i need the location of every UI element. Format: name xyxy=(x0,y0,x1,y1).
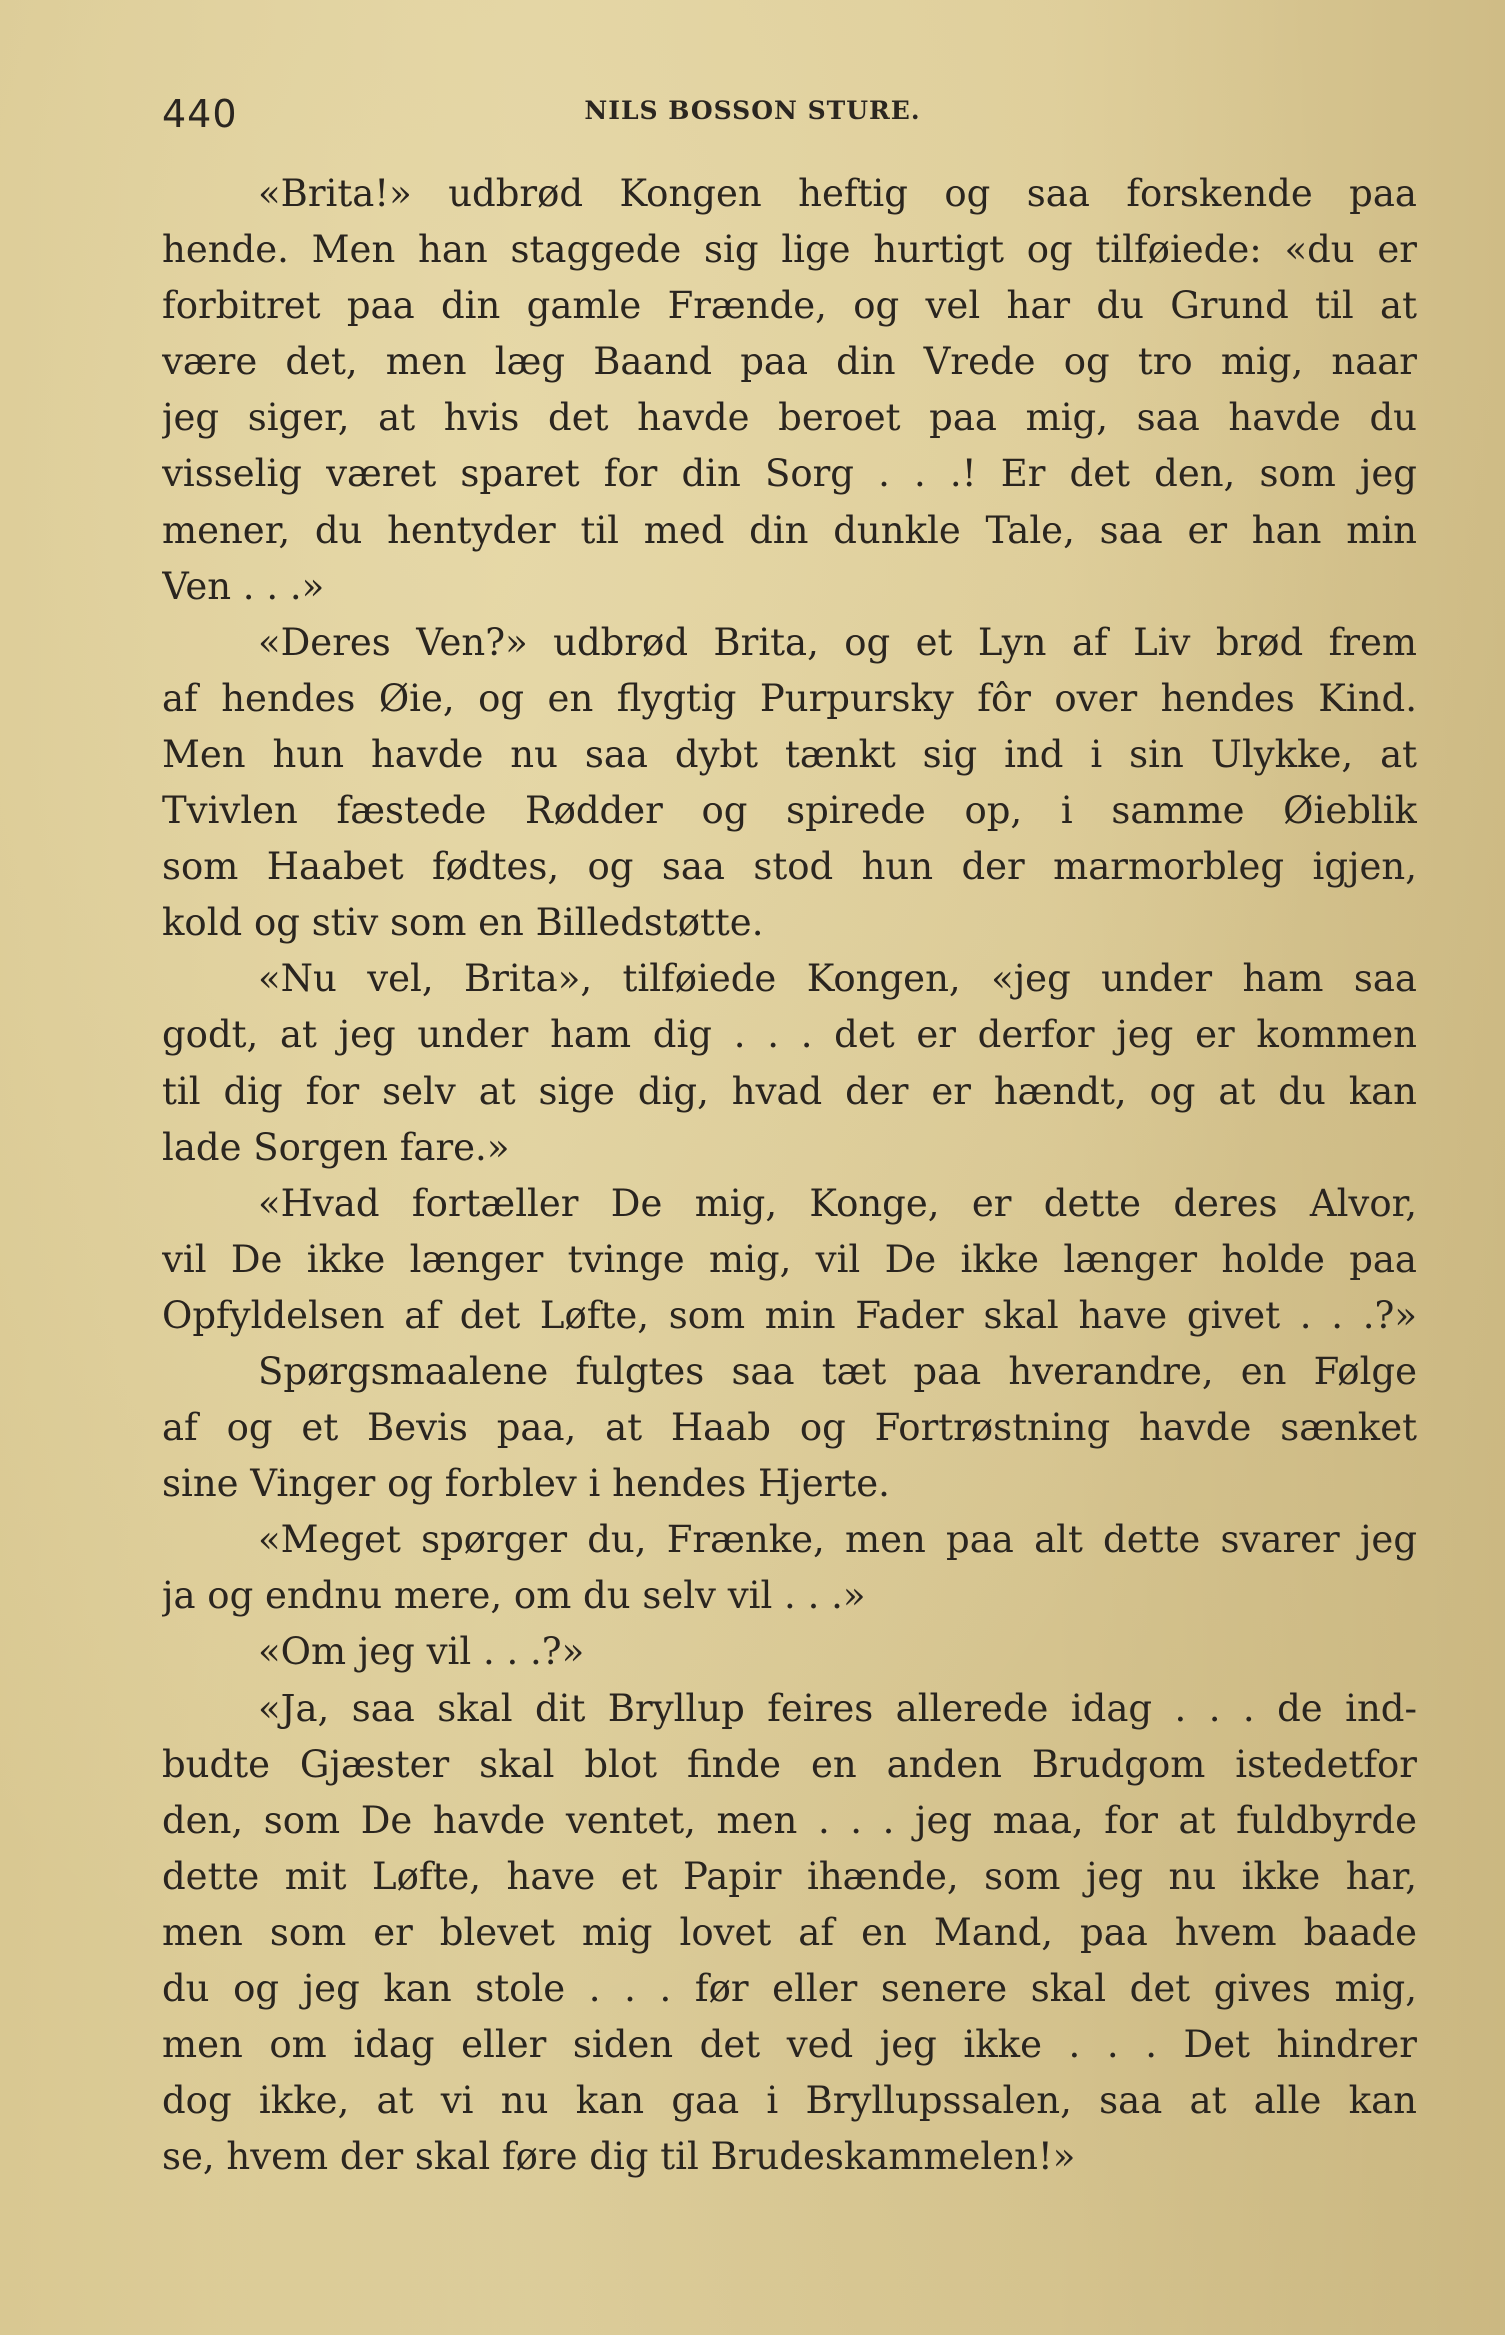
page-number: 440 xyxy=(162,92,238,136)
text-line: men som er blevet mig lovet af en Mand, paa hvem baade xyxy=(162,1910,1417,1954)
text-line: du og jeg kan stole . . . før eller senere skal det gives mig, xyxy=(162,1967,1417,2010)
text-line: «Om jeg vil . . .?» xyxy=(258,1630,585,1674)
text-line: af og et Bevis paa, at Haab og Fortrøstning havde sænket xyxy=(162,1406,1417,1450)
text-line: være det, men læg Baand paa din Vrede og tro mig, naar xyxy=(162,340,1417,384)
body-text xyxy=(162,166,1417,2185)
text-line: hende. Men han staggede sig lige hurtigt og tilføiede: «du er xyxy=(162,228,1417,272)
text-line: «Meget spørger du, Frænke, men paa alt dette svarer jeg xyxy=(258,1518,1417,1562)
text-line: mener, du hentyder til med din dunkle Tale, saa er han min xyxy=(162,508,1417,552)
text-line: sine Vinger og forblev i hendes Hjerte. xyxy=(162,1462,890,1506)
text-line: «Deres Ven?» udbrød Brita, og et Lyn af Liv brød frem xyxy=(258,620,1417,664)
text-line: den, som De havde ventet, men . . . jeg maa, for at fuldbyrde xyxy=(162,1798,1417,1842)
text-line: men om idag eller siden det ved jeg ikke . . . Det hindrer xyxy=(162,2023,1417,2067)
text-line: visselig været sparet for din Sorg . . .! Er det den, som jeg xyxy=(162,452,1417,496)
text-line: vil De ikke længer tvinge mig, vil De ikke længer holde paa xyxy=(162,1237,1417,1281)
text-line: jeg siger, at hvis det havde beroet paa mig, saa havde du xyxy=(162,396,1417,440)
text-line: Men hun havde nu saa dybt tænkt sig ind i sin Ulykke, at xyxy=(162,732,1417,776)
running-title: NILS BOSSON STURE. xyxy=(584,96,921,125)
text-line: dette mit Løfte, have et Papir ihænde, som jeg nu ikke har, xyxy=(162,1854,1417,1898)
text-line: Tvivlen fæstede Rødder og spirede op, i samme Øieblik xyxy=(162,789,1417,833)
text-line: kold og stiv som en Billedstøtte. xyxy=(162,901,764,945)
text-line: lade Sorgen fare.» xyxy=(162,1125,510,1169)
text-line: godt, at jeg under ham dig . . . det er derfor jeg er kommen xyxy=(162,1013,1417,1057)
text-line: Opfyldelsen af det Løfte, som min Fader skal have givet . . .?» xyxy=(162,1293,1417,1337)
text-line: af hendes Øie, og en flygtig Purpursky fôr over hendes Kind. xyxy=(162,676,1417,720)
text-line: dog ikke, at vi nu kan gaa i Bryllupssalen, saa at alle kan xyxy=(162,2079,1417,2123)
text-line: som Haabet fødtes, og saa stod hun der marmorbleg igjen, xyxy=(162,845,1417,889)
text-line: «Nu vel, Brita», tilføiede Kongen, «jeg under ham saa xyxy=(258,957,1417,1001)
text-line: Ven . . .» xyxy=(162,564,325,608)
text-line: se, hvem der skal føre dig til Brudeskammelen!» xyxy=(162,2135,1076,2179)
text-line: forbitret paa din gamle Frænde, og vel har du Grund til at xyxy=(162,284,1417,328)
text-line: til dig for selv at sige dig, hvad der er hændt, og at du kan xyxy=(162,1069,1417,1113)
text-line: «Ja, saa skal dit Bryllup feires allerede idag . . . de ind- xyxy=(258,1686,1417,1730)
text-line: «Hvad fortæller De mig, Konge, er dette deres Alvor, xyxy=(258,1181,1417,1225)
text-line: «Brita!» udbrød Kongen heftig og saa forskende paa xyxy=(258,172,1417,215)
text-line: ja og endnu mere, om du selv vil . . .» xyxy=(162,1574,866,1618)
text-line: budte Gjæster skal blot finde en anden Brudgom istedetfor xyxy=(162,1742,1417,1786)
text-line: Spørgsmaalene fulgtes saa tæt paa hverandre, en Følge xyxy=(258,1349,1417,1393)
